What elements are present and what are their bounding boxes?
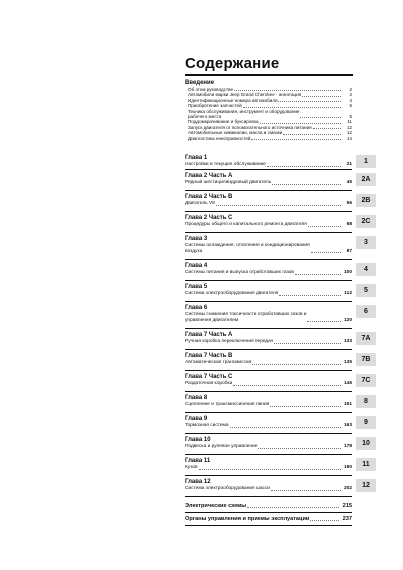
chapter-entry[interactable] — [185, 476, 370, 497]
intro-item-title: Идентификационные номера автомобиля — [188, 97, 278, 103]
leader-dots — [271, 490, 341, 491]
chapter-page: 112 — [344, 291, 352, 296]
leader-dots — [310, 520, 339, 521]
chapter-heading: Глава 3 — [185, 236, 208, 242]
leader-dots — [251, 139, 341, 140]
chapter-title: Тормозная система — [185, 423, 229, 428]
chapter-title: Система электрооборудования шасси — [185, 486, 270, 491]
chapter-heading: Глава 9 — [185, 416, 208, 422]
chapter-row — [185, 270, 352, 276]
footer-list — [185, 500, 352, 526]
chapter-title: Система электрооборудования двигателя — [185, 291, 279, 296]
leader-dots — [230, 427, 341, 428]
intro-item-page: 5 — [349, 103, 352, 109]
chapter-row — [185, 222, 352, 228]
leader-dots — [270, 406, 341, 407]
chapter-entry[interactable] — [185, 413, 368, 434]
intro-item-title: Запуск двигателя от вспомогательного источника питания — [188, 124, 312, 130]
intro-heading: Введение — [185, 80, 215, 86]
chapter-title: Двигатель V8 — [185, 201, 215, 206]
footer-entry[interactable] — [185, 500, 352, 513]
chapter-tab[interactable]: 4 — [356, 263, 376, 276]
chapter-heading: Глава 2 Часть С — [185, 215, 233, 221]
chapter-page: 133 — [343, 339, 352, 344]
leader-dots — [243, 107, 341, 108]
leader-dots — [311, 252, 341, 253]
chapter-row — [185, 402, 352, 408]
chapter-entry[interactable] — [185, 302, 368, 329]
chapter-page: 120 — [343, 317, 352, 323]
chapter-heading: Глава 11 — [185, 458, 211, 464]
chapter-entry[interactable] — [185, 170, 371, 191]
chapter-entry[interactable] — [185, 281, 368, 302]
intro-item-page: 11 — [347, 119, 352, 125]
leader-dots — [258, 448, 341, 449]
intro-item-page: 2 — [349, 92, 352, 98]
chapter-entry[interactable] — [185, 350, 371, 371]
intro-item-title: Автомобильные химикалии, масла и смазки — [188, 130, 283, 136]
chapter-heading: Глава 12 — [185, 479, 211, 485]
chapter-title: Автоматическая трансмиссия — [185, 360, 252, 365]
chapter-page: 163 — [343, 423, 352, 428]
chapter-page: 135 — [343, 360, 352, 365]
leader-dots — [199, 469, 341, 470]
chapter-tab[interactable]: 10 — [356, 437, 376, 450]
intro-item-page: 5 — [349, 114, 352, 120]
chapter-entry[interactable] — [185, 371, 371, 392]
chapter-row — [185, 381, 352, 387]
chapter-row — [185, 243, 352, 254]
intro-item-title: Поддомкрачивание и буксировка — [188, 119, 259, 125]
chapter-tab[interactable]: 11 — [356, 458, 376, 471]
intro-item-title: Приобретение запчастей — [188, 103, 242, 109]
chapter-tab[interactable]: 7C — [356, 374, 376, 387]
chapter-title: Настройки и текущее обслуживание — [185, 162, 266, 167]
chapter-tab[interactable]: 5 — [356, 284, 376, 297]
chapter-row — [185, 162, 352, 168]
chapter-heading: Глава 7 Часть А — [185, 332, 233, 338]
chapter-row — [185, 465, 352, 471]
chapter-page: 68 — [346, 222, 352, 227]
leader-dots — [313, 128, 341, 129]
chapter-title: Рядный шестицилиндровый двигатель — [185, 180, 272, 185]
title-divider — [185, 74, 353, 76]
leader-dots — [279, 295, 341, 296]
chapter-heading: Глава 6 — [185, 305, 208, 311]
intro-item[interactable] — [185, 109, 352, 120]
chapter-title: Сцепление и трансмиссионная линия — [185, 402, 270, 407]
chapter-row — [185, 486, 352, 492]
chapter-heading: Глава 2 Часть А — [185, 173, 233, 179]
leader-dots — [216, 205, 341, 206]
intro-item-page: 14 — [346, 135, 352, 141]
chapter-page: 151 — [343, 402, 352, 407]
chapter-tab[interactable]: 7B — [356, 353, 376, 366]
chapter-heading: Глава 1 — [185, 155, 208, 161]
chapter-heading: Глава 2 Часть В — [185, 194, 233, 200]
chapter-entry[interactable] — [185, 260, 368, 281]
leader-dots — [308, 226, 341, 227]
chapter-tab[interactable]: 2B — [356, 194, 376, 207]
chapter-row — [185, 423, 352, 429]
chapter-entry[interactable] — [185, 434, 370, 455]
chapter-tab[interactable]: 2A — [356, 173, 376, 186]
intro-item-title: Диагностика неисправностей — [188, 135, 251, 141]
chapter-page: 45 — [346, 180, 352, 185]
chapter-entry[interactable] — [185, 329, 371, 350]
footer-title: Электрические схемы — [185, 503, 247, 509]
intro-item-page: 2 — [349, 87, 352, 92]
chapter-title: Ручная коробка переключения передач — [185, 339, 274, 344]
chapter-page: 190 — [343, 465, 352, 470]
leader-dots — [278, 101, 341, 102]
chapter-entry[interactable] — [185, 212, 371, 233]
chapter-row — [185, 180, 352, 186]
chapter-tab[interactable]: 9 — [356, 416, 376, 429]
chapter-heading: Глава 4 — [185, 263, 208, 269]
leader-dots — [267, 166, 341, 167]
leader-dots — [300, 117, 341, 118]
chapter-page: 56 — [346, 201, 352, 206]
leader-dots — [233, 385, 341, 386]
chapter-heading: Глава 10 — [185, 437, 211, 443]
chapter-tab[interactable]: 12 — [356, 479, 376, 492]
chapter-tab[interactable]: 3 — [356, 236, 376, 249]
intro-item-page: 12 — [346, 130, 352, 136]
chapter-heading: Глава 7 Часть В — [185, 353, 233, 359]
chapter-tab[interactable]: 8 — [356, 395, 376, 408]
chapter-entry[interactable] — [185, 233, 368, 260]
chapter-page: 146 — [343, 381, 352, 386]
chapter-tab[interactable]: 1 — [356, 155, 376, 168]
chapter-heading: Глава 5 — [185, 284, 208, 290]
intro-item-page: 12 — [346, 124, 352, 130]
chapter-entry[interactable] — [185, 152, 368, 170]
chapter-tab[interactable]: 6 — [356, 305, 376, 318]
leader-dots — [295, 274, 341, 275]
chapter-title: Системы снижения токсичности отработавших газов и управления двигателем — [185, 312, 307, 323]
leader-dots — [274, 343, 341, 344]
footer-page: 215 — [342, 503, 352, 509]
leader-dots — [234, 90, 341, 91]
chapter-heading: Глава 7 Часть С — [185, 374, 233, 380]
chapter-title: Подвеска и рулевое управление — [185, 444, 258, 449]
intro-item-title: Автомобили марки Jeep Grand Cherokee - аннотация — [188, 92, 302, 98]
chapter-title: Системы охлаждения, отопления и кондиционирования воздуха — [185, 243, 310, 254]
footer-entry[interactable] — [185, 513, 352, 526]
chapter-row — [185, 312, 352, 323]
chapter-row — [185, 201, 352, 207]
chapter-title: Системы питания и выпуска отработавших газов — [185, 270, 294, 275]
leader-dots — [252, 364, 341, 365]
intro-item-page: 4 — [349, 97, 352, 103]
chapter-tab[interactable]: 2C — [356, 215, 376, 228]
page-title: Содержание — [185, 55, 280, 72]
chapter-page: 202 — [343, 486, 352, 491]
chapter-page: 100 — [343, 270, 352, 275]
chapter-entry[interactable] — [185, 191, 371, 212]
chapter-heading: Глава 8 — [185, 395, 208, 401]
chapter-title: Кузов — [185, 465, 198, 470]
footer-title: Органы управления и приемы эксплуатации — [185, 516, 310, 522]
intro-item-title: Об этом руководстве — [188, 87, 234, 92]
chapter-entry[interactable] — [185, 455, 370, 476]
intro-list — [185, 87, 352, 141]
chapter-title: Процедуры общего и капитального ремонта двигателя — [185, 222, 307, 227]
intro-item[interactable] — [185, 136, 352, 141]
intro-item-title: Техника обслуживания, инструмент и оборудование рабочего места — [188, 108, 300, 120]
leader-dots — [307, 321, 341, 322]
chapter-row — [185, 444, 352, 450]
chapter-page: 178 — [343, 444, 352, 449]
leader-dots — [260, 123, 342, 124]
leader-dots — [302, 96, 341, 97]
leader-dots — [283, 134, 341, 135]
leader-dots — [247, 507, 339, 508]
chapter-row — [185, 291, 352, 297]
chapter-page: 87 — [346, 248, 352, 254]
chapter-entry[interactable] — [185, 392, 368, 413]
intro-section — [185, 80, 352, 141]
footer-page: 237 — [342, 516, 352, 522]
leader-dots — [272, 184, 341, 185]
chapter-row — [185, 360, 352, 366]
chapter-page: 21 — [346, 162, 352, 167]
chapter-list — [185, 152, 371, 497]
chapter-tab[interactable]: 7A — [356, 332, 376, 345]
chapter-row — [185, 339, 352, 345]
chapter-title: Раздаточная коробка — [185, 381, 233, 386]
